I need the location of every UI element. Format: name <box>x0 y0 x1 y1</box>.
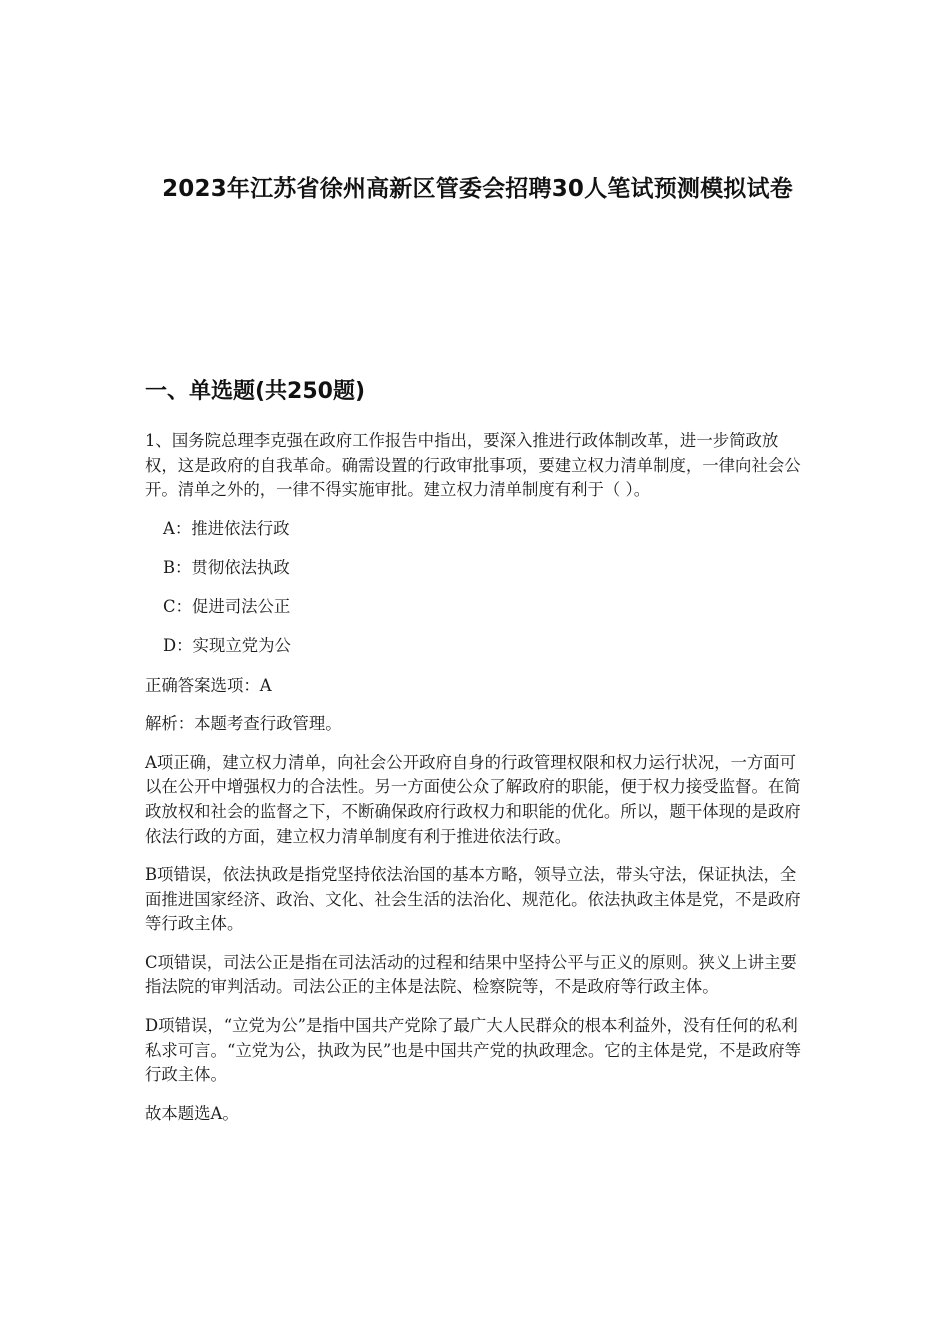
conclusion: 故本题选A。 <box>145 1103 239 1123</box>
explanation-c: C项错误，司法公正是指在司法活动的过程和结果中坚持公平与正义的原则。狭义上讲主要指法院的审判活动。司法公正的主体是法院、检察院等，不是政府等行政主体。 <box>145 952 797 997</box>
analysis-intro: 解析：本题考查行政管理。 <box>145 714 342 734</box>
explanation-b: B项错误，依法执政是指党坚持依法治国的基本方略，领导立法，带头守法，保证执法，全面推进国家经济、政治、文化、社会生活的法治化、规范化。依法执政主体是党，不是政府等行政主体。 <box>145 865 801 934</box>
option-a: A：推进依法行政 <box>163 518 290 538</box>
option-d: D：实现立党为公 <box>163 636 291 656</box>
explanation-d: D项错误，“立党为公”是指中国共产党除了最广大人民群众的根本利益外，没有任何的私利私求可言。“立党为公，执政为民”也是中国共产党的执政理念。它的主体是党，不是政府等行政主体。 <box>145 1016 801 1085</box>
correct-answer: 正确答案选项：A <box>145 675 272 695</box>
option-c: C：促进司法公正 <box>163 597 291 617</box>
section-heading: 一、单选题(共250题) <box>145 379 366 404</box>
document-title: 2023年江苏省徐州高新区管委会招聘30人笔试预测模拟试卷 <box>162 176 793 202</box>
explanation-a: A项正确，建立权力清单，向社会公开政府自身的行政管理权限和权力运行状况，一方面可以在公开中增强权力的合法性。另一方面使公众了解政府的职能，便于权力接受监督。在简政放权和社会的监督之下，不断确保政府行政权力和职能的优化。所以，题干体现的是政府依法行政的方面，建立权力清单制度有利于推进依法行政。 <box>145 752 801 846</box>
question-block <box>145 429 810 1140</box>
option-b: B：贯彻依法执政 <box>163 557 290 577</box>
question-stem: 1、国务院总理李克强在政府工作报告中指出，要深入推进行政体制改革，进一步简政放权，这是政府的自我革命。确需设置的行政审批事项，要建立权力清单制度，一律向社会公开。清单之外的，一律不得实施审批。建立权力清单制度有利于（ ）。 <box>145 431 801 500</box>
